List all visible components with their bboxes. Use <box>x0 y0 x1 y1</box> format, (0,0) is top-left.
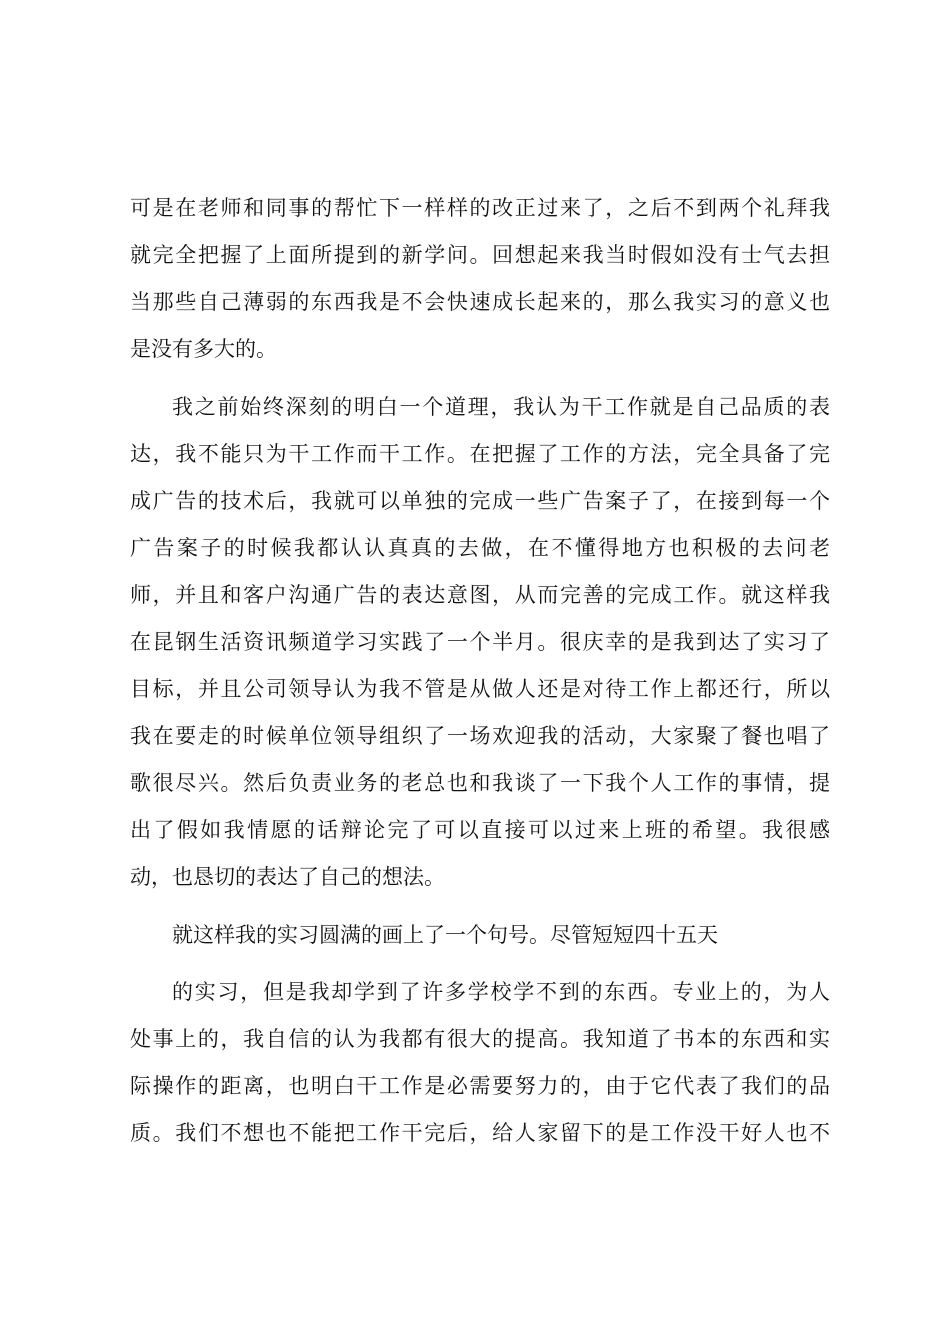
paragraph-first-line: 就这样我的实习圆满的画上了一个句号。尽管短短四十五天 <box>172 923 718 947</box>
body-text-line: 动，也恳切的表达了自己的想法。 <box>130 865 445 889</box>
body-text-line: 目标，并且公司领导认为我不管是从做人还是对待工作上都还行，所以 <box>130 677 830 701</box>
body-text-line: 在昆钢生活资讯频道学习实践了一个半月。很庆幸的是我到达了实习了 <box>130 630 830 654</box>
paragraph-first-line: 的实习，但是我却学到了许多学校学不到的东西。专业上的，为人 <box>172 980 830 1004</box>
body-text-line: 当那些自己薄弱的东西我是不会快速成长起来的，那么我实习的意义也 <box>130 290 830 314</box>
body-text-line: 师，并且和客户沟通广告的表达意图，从而完善的完成工作。就这样我 <box>130 583 830 607</box>
body-text-line: 达，我不能只为干工作而干工作。在把握了工作的方法，完全具备了完 <box>130 442 830 466</box>
body-text-line: 出了假如我情愿的话辩论完了可以直接可以过来上班的希望。我很感 <box>130 818 830 842</box>
body-text-line: 我在要走的时候单位领导组织了一场欢迎我的活动，大家聚了餐也唱了 <box>130 724 830 748</box>
body-text-line: 歌很尽兴。然后负责业务的老总也和我谈了一下我个人工作的事情，提 <box>130 771 830 795</box>
body-text-line: 就完全把握了上面所提到的新学问。回想起来我当时假如没有士气去担 <box>130 243 830 267</box>
body-text-line: 处事上的，我自信的认为我都有很大的提高。我知道了书本的东西和实 <box>130 1027 830 1051</box>
body-text-line: 广告案子的时候我都认认真真的去做，在不懂得地方也积极的去问老 <box>130 536 830 560</box>
body-text-line: 际操作的距离，也明白干工作是必需要努力的，由于它代表了我们的品 <box>130 1074 830 1098</box>
body-text-line: 质。我们不想也不能把工作干完后，给人家留下的是工作没干好人也不 <box>130 1121 830 1145</box>
body-text-line: 是没有多大的。 <box>130 337 277 361</box>
body-text-line: 可是在老师和同事的帮忙下一样样的改正过来了，之后不到两个礼拜我 <box>130 196 830 220</box>
body-text-line: 成广告的技术后，我就可以单独的完成一些广告案子了，在接到每一个 <box>130 489 830 513</box>
paragraph-first-line: 我之前始终深刻的明白一个道理，我认为干工作就是自己品质的表 <box>172 395 830 419</box>
